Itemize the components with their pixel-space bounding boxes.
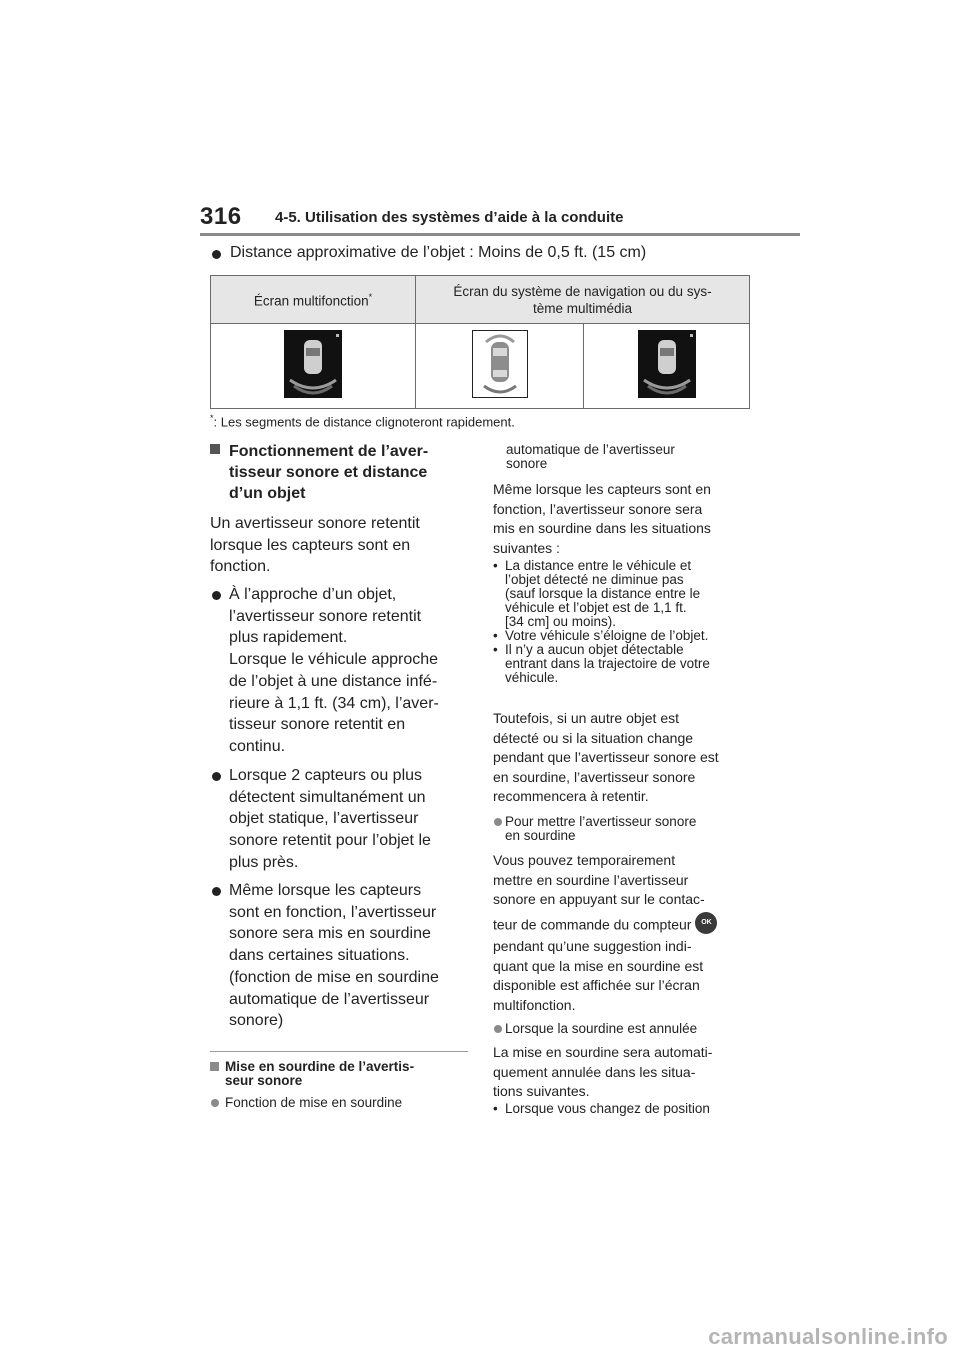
text-line: Il n’y a aucun objet détectable [505, 642, 684, 657]
text-line: quement annulée dans les situa- [493, 1063, 696, 1080]
paragraph [493, 709, 755, 807]
bullet-icon [212, 772, 221, 781]
navigation-display-sensor-icon [638, 330, 696, 398]
circle-item [493, 1022, 755, 1036]
heading-line: Fonctionnement de l’aver- [229, 443, 429, 460]
page-number: 316 [200, 203, 242, 230]
circle-item-text: Fonction de mise en sourdine [225, 1095, 403, 1110]
text-line: seur sonore [225, 1073, 303, 1088]
text-line: quant que la mise en sourdine est [493, 957, 704, 974]
text-line: l’objet détecté ne diminue pas [505, 572, 684, 587]
text-line: pendant que l’avertisseur sonore est [493, 749, 719, 765]
text-line: mis en sourdine dans les situations [493, 520, 711, 536]
list-item [493, 559, 755, 629]
paragraph [493, 480, 755, 558]
text-line: À l’approche d’un objet, [229, 586, 397, 603]
text-line: sonore) [229, 1012, 284, 1030]
table-header-navigation-line1: Écran du système de navigation ou du sys- [453, 283, 712, 299]
text-line: l’avertisseur sonore retentit [229, 607, 422, 625]
list-item [493, 1102, 755, 1116]
divider [210, 1051, 468, 1052]
table-header-navigation [416, 276, 750, 324]
text-line: entrant dans la trajectoire de votre [505, 656, 710, 671]
bullet-icon [212, 591, 221, 600]
text-line: sonore sera mis en sourdine [229, 925, 431, 943]
condition-list [493, 559, 755, 685]
text-line: Lorsque le véhicule approche [229, 651, 439, 669]
ok-button-icon: OK [695, 912, 717, 934]
text-line: tions suivantes. [493, 1083, 590, 1099]
text-line: véhicule et l’objet est de 1,1 ft. [505, 600, 687, 615]
text-line: fonction. [210, 558, 271, 575]
condition-list [493, 1102, 755, 1116]
intro-paragraph [210, 513, 465, 578]
text-line: continu. [229, 737, 286, 755]
text-line: Lorsque la sourdine est annulée [505, 1021, 698, 1036]
heading-line: tisseur sonore et distance [229, 464, 428, 481]
table-header-asterisk: * [368, 292, 373, 303]
text-line: multifonction. [493, 996, 576, 1013]
paragraph-with-icon [493, 915, 755, 1015]
table-header-multifunction-label: Écran multifonction [253, 293, 369, 309]
text-line: de l’objet à une distance infé- [229, 672, 438, 690]
text-line: mettre en sourdine l’avertisseur [493, 871, 689, 888]
text-line: automatique de l’avertisseur [506, 442, 675, 457]
square-bullet-icon [210, 1062, 219, 1071]
sub-heading [210, 1060, 468, 1088]
square-bullet-icon [210, 444, 220, 454]
text-line: Mise en sourdine de l’avertis- [225, 1059, 415, 1074]
text-line: fonction, l’avertisseur sonore sera [493, 500, 703, 517]
list-item [210, 880, 465, 1032]
list-item [493, 629, 755, 643]
text-line: Même lorsque les capteurs [229, 882, 422, 899]
header-rule [200, 233, 800, 236]
text-line: Votre véhicule s’éloigne de l’objet. [505, 628, 709, 643]
text-line: lorsque les capteurs sont en [210, 536, 411, 554]
text-line: Lorsque vous changez de position [505, 1101, 710, 1116]
text-line: sonore [506, 456, 548, 471]
footnote [210, 413, 515, 429]
circle-bullet-icon [211, 1099, 219, 1107]
text-line: en sourdine, l’avertisseur sonore [493, 768, 696, 785]
section-title: 4-5. Utilisation des systèmes d’aide à la conduite [275, 209, 624, 226]
circle-bullet-icon [494, 1025, 502, 1033]
text-line: pendant qu’une suggestion indi- [493, 938, 692, 954]
text-line: sont en fonction, l’avertisseur [229, 903, 437, 921]
text-line: Toutefois, si un autre objet est [493, 710, 679, 726]
bullet-icon [212, 887, 221, 896]
text-line: Un avertisseur sonore retentit [210, 515, 420, 532]
table-cell-navigation-top-image [416, 324, 584, 409]
table-header-navigation-line2: tème multimédia [532, 300, 633, 316]
circle-bullet-icon [494, 818, 502, 826]
text-line: sonore retentit pour l’objet le [229, 832, 431, 850]
text-line: Lorsque 2 capteurs ou plus [229, 767, 423, 784]
text-line: recommencera à retentir. [493, 788, 649, 804]
text-line: rieure à 1,1 ft. (34 cm), l’aver- [229, 694, 439, 712]
text-line: Même lorsque les capteurs sont en [493, 481, 711, 497]
text-line: sonore en appuyant sur le contac- [493, 891, 705, 907]
list-item [210, 765, 465, 874]
text-line: détecté ou si la situation change [493, 729, 694, 746]
continued-text [506, 443, 755, 471]
list-item [210, 584, 465, 758]
text-line: plus rapidement. [229, 629, 348, 647]
text-line: en sourdine [505, 828, 576, 843]
text-line: automatique de l’avertisseur [229, 990, 430, 1008]
text-line: objet statique, l’avertisseur [229, 810, 419, 828]
text-line: détectent simultanément un [229, 788, 426, 806]
text-line: suivantes : [493, 539, 560, 556]
text-line: La mise en sourdine sera automati- [493, 1044, 713, 1060]
text-line: plus près. [229, 853, 299, 871]
display-table [210, 275, 750, 409]
table-cell-navigation-sensor-image [584, 324, 750, 409]
text-line: La distance entre le véhicule et [505, 558, 692, 573]
circle-item [493, 815, 755, 843]
multifunction-display-sensor-icon [284, 330, 342, 398]
heading-line: d’un objet [229, 485, 306, 502]
text-line: tisseur sonore retentit en [229, 716, 406, 734]
footnote-asterisk: * [210, 413, 214, 423]
text-line: Pour mettre l’avertisseur sonore [505, 814, 697, 829]
paragraph [493, 851, 755, 910]
text-line: (fonction de mise en sourdine [229, 968, 439, 986]
text-line: [34 cm] ou moins). [505, 614, 617, 629]
text-line: véhicule. [505, 670, 559, 685]
circle-item [210, 1096, 468, 1110]
text-line: Vous pouvez temporairement [493, 852, 676, 868]
text-line: disponible est affichée sur l’écran [493, 977, 700, 993]
table-header-multifunction [211, 276, 416, 324]
navigation-display-top-view-icon [472, 330, 528, 398]
watermark: carmanualsonline.info [708, 1324, 948, 1349]
text-line: teur de commande du compteur [493, 916, 692, 933]
text-line: dans certaines situations. [229, 947, 410, 965]
text-line: (sauf lorsque la distance entre le [505, 586, 701, 601]
list-item [493, 643, 755, 685]
intro-bullet-text: Distance approximative de l’objet : Moins de 0,5 ft. (15 cm) [230, 244, 647, 261]
bullet-icon [212, 250, 221, 259]
section-heading [210, 441, 465, 504]
table-cell-multifunction-image [211, 324, 416, 409]
paragraph [493, 1043, 755, 1102]
footnote-text: : Les segments de distance clignoteront rapidement. [213, 414, 515, 430]
